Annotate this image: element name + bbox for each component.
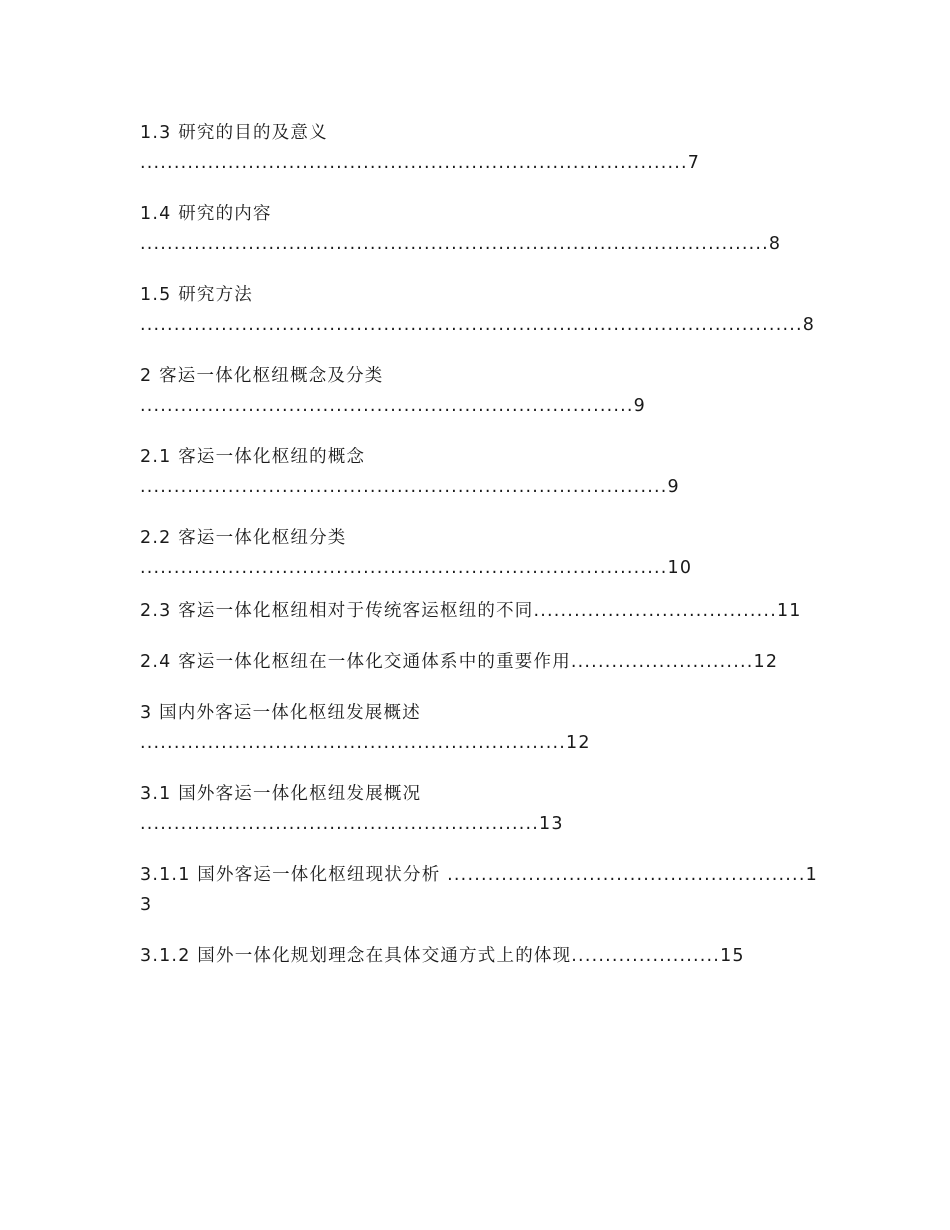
toc-entry-2-2[interactable]: 2.2 客运一体化枢纽分类 ..............................................................................10 <box>140 528 693 578</box>
toc-entry-2-1[interactable]: 2.1 客运一体化枢纽的概念 ..............................................................................9 <box>140 447 680 497</box>
toc-entry-2-4[interactable]: 2.4 客运一体化枢纽在一体化交通体系中的重要作用...........................12 <box>140 652 779 672</box>
toc-entry-3-1-1[interactable]: 3.1.1 国外客运一体化枢纽现状分析 .....................................................13 <box>140 865 818 915</box>
toc-entry-3-1[interactable]: 3.1 国外客运一体化枢纽发展概况 ...........................................................13 <box>140 784 564 834</box>
toc-entry-1-3[interactable]: 1.3 研究的目的及意义 .................................................................................7 <box>140 123 701 173</box>
toc-entry-2[interactable]: 2 客运一体化枢纽概念及分类 .........................................................................9 <box>140 366 647 416</box>
toc-entry-1-4[interactable]: 1.4 研究的内容 .............................................................................................8 <box>140 204 782 254</box>
toc-entry-3[interactable]: 3 国内外客运一体化枢纽发展概述 ...............................................................12 <box>140 703 591 753</box>
toc-entry-3-1-2[interactable]: 3.1.2 国外一体化规划理念在具体交通方式上的体现......................15 <box>140 946 745 966</box>
table-of-contents <box>140 118 820 992</box>
toc-entry-1-5[interactable]: 1.5 研究方法 ..................................................................................................8 <box>140 285 816 335</box>
toc-entry-2-3[interactable]: 2.3 客运一体化枢纽相对于传统客运枢纽的不同....................................11 <box>140 601 802 621</box>
